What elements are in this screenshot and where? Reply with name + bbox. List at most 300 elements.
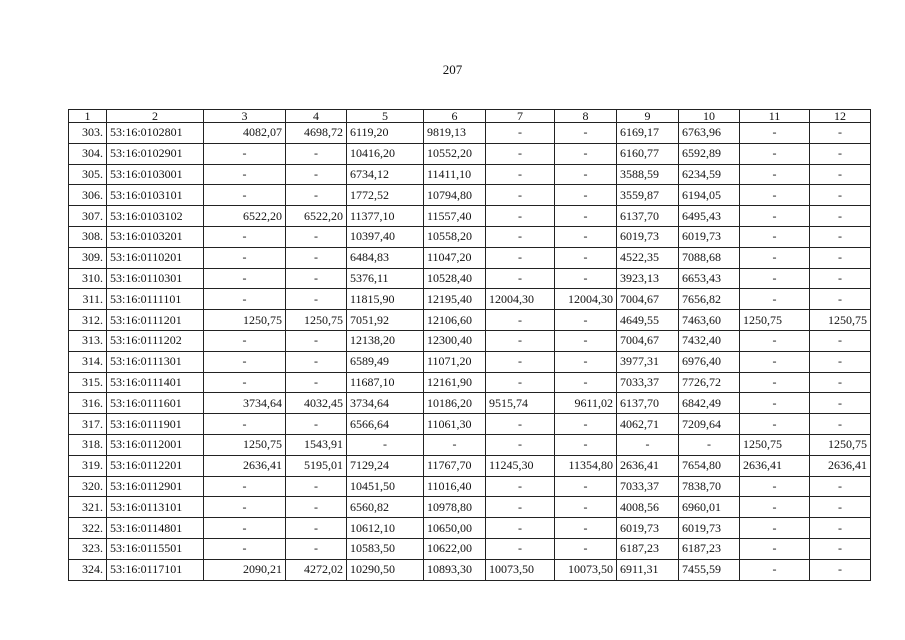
table-cell: - <box>810 164 871 185</box>
table-cell: - <box>555 226 617 247</box>
table-cell: 12138,20 <box>347 330 424 351</box>
table-cell: - <box>486 434 555 455</box>
table-cell: - <box>486 351 555 372</box>
table-cell: 10622,00 <box>424 538 486 559</box>
table-row <box>69 185 871 206</box>
table-cell: - <box>740 393 810 414</box>
table-cell: 2636,41 <box>617 455 679 476</box>
table-cell: - <box>810 518 871 539</box>
table-cell: 7654,80 <box>679 455 740 476</box>
table-cell: 7004,67 <box>617 289 679 310</box>
table-cell: - <box>204 351 286 372</box>
table-cell: - <box>810 476 871 497</box>
table-cell: - <box>286 372 347 393</box>
table-cell: - <box>204 330 286 351</box>
table-cell: 4649,55 <box>617 310 679 331</box>
table-cell: - <box>555 434 617 455</box>
table-cell: 322. <box>69 518 107 539</box>
table-row <box>69 123 871 144</box>
table-cell: - <box>424 434 486 455</box>
table-cell: 7463,60 <box>679 310 740 331</box>
table-cell: 309. <box>69 247 107 268</box>
table-cell: 4008,56 <box>617 497 679 518</box>
table-cell: 7838,70 <box>679 476 740 497</box>
table-cell: - <box>486 310 555 331</box>
table-cell: 4698,72 <box>286 123 347 144</box>
table-row <box>69 497 871 518</box>
table-cell: 6187,23 <box>617 538 679 559</box>
table-cell: 7432,40 <box>679 330 740 351</box>
table-row <box>69 164 871 185</box>
table-body <box>69 110 871 581</box>
table-cell: - <box>286 185 347 206</box>
table-cell: 1250,75 <box>740 310 810 331</box>
table-cell: 53:16:0117101 <box>107 559 204 580</box>
table-row <box>69 434 871 455</box>
table-cell: - <box>740 226 810 247</box>
table-cell: 323. <box>69 538 107 559</box>
table-cell: 7033,37 <box>617 372 679 393</box>
table-cell: 310. <box>69 268 107 289</box>
table-cell: - <box>347 434 424 455</box>
table-cell: 7004,67 <box>617 330 679 351</box>
table-cell: - <box>486 538 555 559</box>
table-cell: - <box>740 351 810 372</box>
table-cell: 6119,20 <box>347 123 424 144</box>
table-cell: - <box>286 289 347 310</box>
table-cell: 2636,41 <box>740 455 810 476</box>
table-cell: - <box>810 226 871 247</box>
table-row <box>69 247 871 268</box>
table-cell: 1250,75 <box>286 310 347 331</box>
table-cell: - <box>555 143 617 164</box>
table-cell: - <box>286 164 347 185</box>
table-cell: - <box>810 497 871 518</box>
table-cell: 4522,35 <box>617 247 679 268</box>
table-cell: - <box>204 143 286 164</box>
table-cell: 3559,87 <box>617 185 679 206</box>
table-cell: - <box>286 143 347 164</box>
table-cell: - <box>486 247 555 268</box>
table-cell: - <box>555 206 617 227</box>
table-cell: - <box>555 268 617 289</box>
table-cell: - <box>555 164 617 185</box>
table-cell: - <box>555 497 617 518</box>
table-cell: 7088,68 <box>679 247 740 268</box>
table-cell: 10073,50 <box>555 559 617 580</box>
table-cell: 6169,17 <box>617 123 679 144</box>
table-cell: - <box>555 310 617 331</box>
table-cell: - <box>204 414 286 435</box>
table-cell: 10650,00 <box>424 518 486 539</box>
table-cell: - <box>555 185 617 206</box>
table-row <box>69 268 871 289</box>
table-cell: - <box>740 414 810 435</box>
table-cell: 1250,75 <box>204 434 286 455</box>
table-row <box>69 289 871 310</box>
table-cell: 307. <box>69 206 107 227</box>
table-cell: 4272,02 <box>286 559 347 580</box>
table-row <box>69 372 871 393</box>
table-row <box>69 143 871 164</box>
table-cell: 2090,21 <box>204 559 286 580</box>
table-cell: - <box>555 351 617 372</box>
table-header-row <box>69 110 871 123</box>
table-cell: - <box>810 143 871 164</box>
table-row <box>69 351 871 372</box>
table-cell: 11377,10 <box>347 206 424 227</box>
table-cell: 11061,30 <box>424 414 486 435</box>
table-cell: 316. <box>69 393 107 414</box>
table-cell: 6019,73 <box>679 518 740 539</box>
table-cell: - <box>555 247 617 268</box>
table-cell: - <box>286 497 347 518</box>
table-cell: - <box>810 268 871 289</box>
table-cell: - <box>740 289 810 310</box>
table-cell: - <box>740 123 810 144</box>
table-cell: 1772,52 <box>347 185 424 206</box>
table-cell: 6589,49 <box>347 351 424 372</box>
column-header: 12 <box>810 110 871 123</box>
table-cell: 6960,01 <box>679 497 740 518</box>
table-cell: 11815,90 <box>347 289 424 310</box>
table-cell: - <box>486 330 555 351</box>
table-cell: 12161,90 <box>424 372 486 393</box>
table-cell: 10612,10 <box>347 518 424 539</box>
table-cell: 7033,37 <box>617 476 679 497</box>
table-cell: 53:16:0114801 <box>107 518 204 539</box>
table-cell: - <box>810 247 871 268</box>
table-cell: 12004,30 <box>555 289 617 310</box>
table-cell: 6137,70 <box>617 393 679 414</box>
table-cell: - <box>740 206 810 227</box>
table-cell: - <box>286 538 347 559</box>
table-cell: 306. <box>69 185 107 206</box>
table-cell: 7051,92 <box>347 310 424 331</box>
table-cell: - <box>679 434 740 455</box>
table-cell: - <box>204 185 286 206</box>
table-cell: - <box>486 226 555 247</box>
table-cell: - <box>486 185 555 206</box>
table-cell: 6484,83 <box>347 247 424 268</box>
table-cell: 10290,50 <box>347 559 424 580</box>
table-cell: - <box>204 164 286 185</box>
table-cell: 10416,20 <box>347 143 424 164</box>
table-cell: 53:16:0111901 <box>107 414 204 435</box>
table-cell: - <box>740 330 810 351</box>
table-cell: - <box>204 372 286 393</box>
table-row <box>69 330 871 351</box>
table-cell: 6842,49 <box>679 393 740 414</box>
table-cell: 321. <box>69 497 107 518</box>
table-row <box>69 414 871 435</box>
table-cell: 12300,40 <box>424 330 486 351</box>
table-cell: - <box>810 414 871 435</box>
table-cell: 11557,40 <box>424 206 486 227</box>
table-cell: 6194,05 <box>679 185 740 206</box>
table-cell: - <box>204 538 286 559</box>
table-cell: - <box>740 164 810 185</box>
table-cell: 320. <box>69 476 107 497</box>
table-cell: 12195,40 <box>424 289 486 310</box>
table-cell: 10794,80 <box>424 185 486 206</box>
table-cell: 3977,31 <box>617 351 679 372</box>
table-cell: 10583,50 <box>347 538 424 559</box>
table-cell: 53:16:0110201 <box>107 247 204 268</box>
column-header: 8 <box>555 110 617 123</box>
column-header: 6 <box>424 110 486 123</box>
table-cell: 7726,72 <box>679 372 740 393</box>
table-cell: - <box>486 206 555 227</box>
table-cell: - <box>204 497 286 518</box>
table-cell: - <box>555 476 617 497</box>
table-cell: 10073,50 <box>486 559 555 580</box>
table-cell: - <box>286 247 347 268</box>
table-cell: 313. <box>69 330 107 351</box>
table-cell: 6019,73 <box>617 226 679 247</box>
table-cell: - <box>555 538 617 559</box>
column-header: 3 <box>204 110 286 123</box>
table-cell: - <box>555 518 617 539</box>
table-cell: - <box>810 289 871 310</box>
table-cell: - <box>204 518 286 539</box>
table-cell: 2636,41 <box>204 455 286 476</box>
table-cell: - <box>740 268 810 289</box>
column-header: 4 <box>286 110 347 123</box>
table-cell: 6522,20 <box>286 206 347 227</box>
table-cell: - <box>810 185 871 206</box>
table-cell: 7656,82 <box>679 289 740 310</box>
table-cell: 53:16:0103101 <box>107 185 204 206</box>
table-cell: 53:16:0111201 <box>107 310 204 331</box>
table-cell: 53:16:0112001 <box>107 434 204 455</box>
table-cell: - <box>740 372 810 393</box>
table-cell: 6234,59 <box>679 164 740 185</box>
table-cell: - <box>486 497 555 518</box>
table-cell: 6566,64 <box>347 414 424 435</box>
table-cell: - <box>740 497 810 518</box>
table-cell: - <box>810 330 871 351</box>
table-cell: - <box>486 143 555 164</box>
table-cell: 7129,24 <box>347 455 424 476</box>
table-cell: 6522,20 <box>204 206 286 227</box>
table-cell: - <box>740 476 810 497</box>
table-cell: 1250,75 <box>810 310 871 331</box>
table-cell: 6137,70 <box>617 206 679 227</box>
table-cell: 11047,20 <box>424 247 486 268</box>
table-cell: 5195,01 <box>286 455 347 476</box>
table-cell: 53:16:0103201 <box>107 226 204 247</box>
table-cell: - <box>555 414 617 435</box>
table-cell: - <box>555 372 617 393</box>
table-cell: 315. <box>69 372 107 393</box>
table-cell: - <box>486 372 555 393</box>
table-cell: - <box>810 123 871 144</box>
table-cell: - <box>204 226 286 247</box>
table-cell: 10893,30 <box>424 559 486 580</box>
table-cell: 5376,11 <box>347 268 424 289</box>
table-cell: - <box>486 268 555 289</box>
table-cell: 305. <box>69 164 107 185</box>
table-cell: - <box>555 123 617 144</box>
table-cell: 317. <box>69 414 107 435</box>
table-cell: - <box>810 206 871 227</box>
table-cell: 53:16:0102801 <box>107 123 204 144</box>
table-cell: 9611,02 <box>555 393 617 414</box>
table-cell: - <box>486 164 555 185</box>
table-cell: 9819,13 <box>424 123 486 144</box>
column-header: 11 <box>740 110 810 123</box>
table-cell: 12106,60 <box>424 310 486 331</box>
table-cell: 3734,64 <box>204 393 286 414</box>
table-cell: 304. <box>69 143 107 164</box>
table-cell: 2636,41 <box>810 455 871 476</box>
column-header: 7 <box>486 110 555 123</box>
table-cell: - <box>486 414 555 435</box>
table-cell: 53:16:0111301 <box>107 351 204 372</box>
table-cell: 11411,10 <box>424 164 486 185</box>
table-cell: 53:16:0113101 <box>107 497 204 518</box>
table-cell: 53:16:0103102 <box>107 206 204 227</box>
column-header: 9 <box>617 110 679 123</box>
column-header: 5 <box>347 110 424 123</box>
table-cell: - <box>740 185 810 206</box>
table-cell: 11687,10 <box>347 372 424 393</box>
table-cell: 53:16:0111401 <box>107 372 204 393</box>
table-cell: 11071,20 <box>424 351 486 372</box>
table-cell: - <box>286 268 347 289</box>
table-cell: 10978,80 <box>424 497 486 518</box>
table-row <box>69 455 871 476</box>
table-cell: 53:16:0102901 <box>107 143 204 164</box>
table-cell: 10528,40 <box>424 268 486 289</box>
table-cell: 1250,75 <box>204 310 286 331</box>
table-cell: 3588,59 <box>617 164 679 185</box>
table-row <box>69 518 871 539</box>
table-cell: 53:16:0111601 <box>107 393 204 414</box>
table-cell: 311. <box>69 289 107 310</box>
table-cell: 6653,43 <box>679 268 740 289</box>
table-cell: 6592,89 <box>679 143 740 164</box>
table-cell: 11245,30 <box>486 455 555 476</box>
table-cell: 3923,13 <box>617 268 679 289</box>
table-cell: - <box>286 414 347 435</box>
table-row <box>69 559 871 580</box>
data-table <box>68 109 871 581</box>
table-cell: - <box>486 123 555 144</box>
table-cell: 11016,40 <box>424 476 486 497</box>
table-cell: 53:16:0110301 <box>107 268 204 289</box>
table-cell: 303. <box>69 123 107 144</box>
table-cell: 53:16:0112201 <box>107 455 204 476</box>
table-cell: - <box>486 518 555 539</box>
table-cell: - <box>204 247 286 268</box>
table-cell: 7209,64 <box>679 414 740 435</box>
table-cell: 6763,96 <box>679 123 740 144</box>
table-cell: 1250,75 <box>740 434 810 455</box>
column-header: 2 <box>107 110 204 123</box>
table-cell: 6976,40 <box>679 351 740 372</box>
table-cell: 10186,20 <box>424 393 486 414</box>
table-cell: 324. <box>69 559 107 580</box>
table-cell: 6734,12 <box>347 164 424 185</box>
table-cell: - <box>740 143 810 164</box>
table-cell: - <box>810 393 871 414</box>
table-cell: 12004,30 <box>486 289 555 310</box>
table-cell: - <box>204 289 286 310</box>
table-cell: - <box>740 518 810 539</box>
table-cell: - <box>286 330 347 351</box>
table-cell: 6560,82 <box>347 497 424 518</box>
table-cell: 53:16:0111202 <box>107 330 204 351</box>
table-cell: 53:16:0115501 <box>107 538 204 559</box>
table-cell: 6019,73 <box>679 226 740 247</box>
table-cell: 6187,23 <box>679 538 740 559</box>
table-cell: 1543,91 <box>286 434 347 455</box>
table-cell: 6160,77 <box>617 143 679 164</box>
table-cell: - <box>617 434 679 455</box>
table-row <box>69 538 871 559</box>
table-cell: - <box>810 351 871 372</box>
table-cell: 318. <box>69 434 107 455</box>
table-row <box>69 206 871 227</box>
table-cell: 53:16:0103001 <box>107 164 204 185</box>
table-cell: 3734,64 <box>347 393 424 414</box>
table-cell: 4032,45 <box>286 393 347 414</box>
table-cell: 10451,50 <box>347 476 424 497</box>
table-cell: 6495,43 <box>679 206 740 227</box>
table-cell: 4062,71 <box>617 414 679 435</box>
table-cell: 308. <box>69 226 107 247</box>
table-cell: - <box>204 268 286 289</box>
table-cell: - <box>486 476 555 497</box>
column-header: 1 <box>69 110 107 123</box>
table-cell: - <box>286 226 347 247</box>
table-cell: 314. <box>69 351 107 372</box>
table-cell: 319. <box>69 455 107 476</box>
table-cell: - <box>810 372 871 393</box>
table-cell: 53:16:0112901 <box>107 476 204 497</box>
table-cell: - <box>555 330 617 351</box>
table-cell: 4082,07 <box>204 123 286 144</box>
table-cell: 7455,59 <box>679 559 740 580</box>
table-cell: - <box>204 476 286 497</box>
table-cell: - <box>810 538 871 559</box>
table-row <box>69 226 871 247</box>
table-cell: 10552,20 <box>424 143 486 164</box>
table-cell: 11767,70 <box>424 455 486 476</box>
table-cell: - <box>740 247 810 268</box>
table-row <box>69 310 871 331</box>
table-cell: 11354,80 <box>555 455 617 476</box>
table-cell: - <box>740 559 810 580</box>
column-header: 10 <box>679 110 740 123</box>
table-cell: - <box>740 538 810 559</box>
table-cell: 10397,40 <box>347 226 424 247</box>
table-cell: - <box>286 351 347 372</box>
table-cell: - <box>286 518 347 539</box>
table-cell: 1250,75 <box>810 434 871 455</box>
table-cell: 6019,73 <box>617 518 679 539</box>
table-row <box>69 393 871 414</box>
table-cell: 6911,31 <box>617 559 679 580</box>
table-cell: - <box>286 476 347 497</box>
table-cell: 312. <box>69 310 107 331</box>
table-cell: 9515,74 <box>486 393 555 414</box>
table-cell: 53:16:0111101 <box>107 289 204 310</box>
table-cell: 10558,20 <box>424 226 486 247</box>
table-row <box>69 476 871 497</box>
